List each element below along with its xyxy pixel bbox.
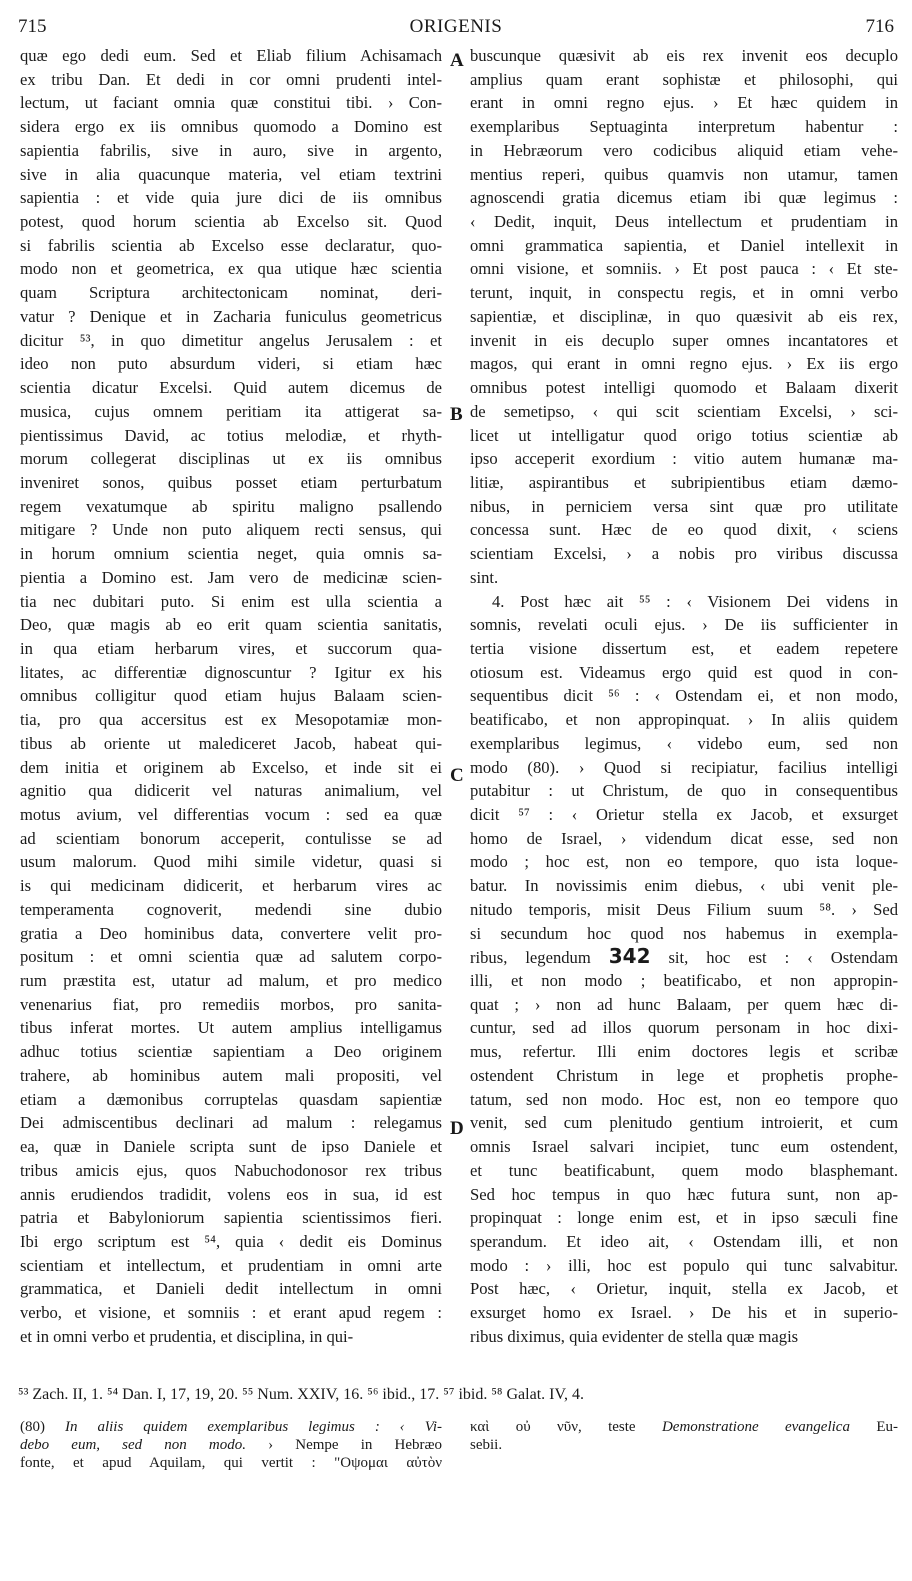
text-line [470,945,898,969]
text-line: buscunque quæsivit ab eis rex invenit eos decuplo [470,46,898,65]
text-line: Dei admiscentibus declinari ad malum : relegamus [20,1113,442,1133]
text-line: ostendent Christum in lege et prophetis prophe- [470,1065,898,1085]
comment-quote: In aliis quidem exemplaribus legimus : ‹ Vi- [64,1419,442,1435]
text-line: quat ; › non ad hunc Balaam, per quem hæc di- [470,994,898,1014]
text-line: et tunc beatificabunt, quem modo blasphemant. [470,1160,898,1180]
text-line: in qua etiam herbarum vires, et succorum qua- [20,638,442,658]
text-line: lectum, ut faciant omnia quæ constitui tibi. › Con- [20,93,442,113]
text-line: usum malorum. Quod mihi simile videtur, quasi si [20,852,442,872]
text-line: ideo non puto absurdum videri, si etiam hæc [20,354,442,374]
text-line: tribus amicis ejus, quos Nabuchodonosor rex tribus [20,1160,442,1180]
text-line: erant in omni regno ejus. › Et hæc quidem in [470,93,898,113]
text-line: omnis Israel salvari incipiet, tunc eum ostendent, [470,1137,898,1157]
page-number-right: 716 [865,16,894,37]
text-line: temperamenta cognoverit, medendi sine dubio [20,899,442,919]
text-line: sapientia fabrilis, sive in auro, sive in argento, [20,140,442,160]
text-line: dicit ⁵⁷ : ‹ Orietur stella ex Jacob, et exsurget [470,805,898,824]
text-line: nibus, in perniciem versa sint quæ pro utilitate [470,496,898,516]
comment-text: › Nempe in Hebræo [246,1437,442,1453]
running-title: ORIGENIS [409,16,503,37]
text-line: scientia dicatur Excelsi. Quid autem dicemus de [20,378,442,398]
text-line: sperandum. Et ideo ait, ‹ Ostendam illi, et non [470,1231,898,1251]
text-line: sequentibus dicit ⁵⁶ : ‹ Ostendam ei, et non modo, [470,686,898,706]
text-line: tibus inferat mortes. Ut autem amplius intelligamus [20,1018,442,1038]
text-line: somnis, revelati oculi ejus. › De iis sufficienter in [470,615,898,635]
text-line: amplius quam erant sophistæ et philosophi, qui [470,69,898,89]
text-line: sive in alia quacunque materia, vel etiam textrini [20,164,442,184]
text-line: musica, cujus omnem peritiam ita attigerat sa- [20,401,442,421]
left-text-column [20,44,442,1349]
margin-letter-c: C [450,765,464,786]
text-line: sint. [470,567,499,587]
text-line: si fabrilis scientia ab Excelso esse declaratur, quo- [20,235,442,255]
text-line: positum : et omni scientia quæ ad salutem corpo- [20,947,442,967]
text-line: vatur ? Denique et in Zacharia funiculus geometricus [20,306,442,326]
text-line: potest, quod horum scientia ab Excelso sit. Quod [20,212,442,232]
text-line: venenarius fiat, pro remediis morbos, pro sanita- [20,994,442,1014]
text-line: licet ut intelligatur quod origo totius scientiæ ab [470,425,898,445]
right-text-column [470,44,898,1349]
text-line: sidera ergo ex iis omnibus quomodo a Domino est [20,117,442,137]
margin-letter-d: D [450,1118,464,1139]
text-line: Deo, quæ magis ab eo erit quam scientia sanitatis, [20,615,442,635]
text-line: etiam a dæmonibus corruptelas quasdam sapientiæ [20,1089,442,1109]
text-line: regem vexatumque ab spiritu maligno psallendo [20,496,442,516]
comment-note-number: (80) [20,1419,65,1435]
text-line: putabitur : ut Christum, de quo in consequentibus [470,781,898,801]
text-line: Post hæc, ‹ Orietur, inquit, stella ex Jacob, et [470,1279,898,1299]
comment-quote-cont: debo eum, sed non modo. [20,1437,246,1453]
text-line: illi, et non modo ; beatificabo, et non appropin- [470,971,898,991]
comment-greek: καὶ οὐ νῦν, teste [470,1419,662,1435]
text-line: tatum, sed non modo. Hoc est, non eo tempore quo [470,1089,898,1109]
text-line: modo ; hoc est, non eo tempore, quo ista loque- [470,852,898,872]
text-line: pientia a Domino est. Jam vero de medicinæ scien- [20,567,442,587]
text-line: agnoscendi gratia dicemus etiam ibi quæ legimus : [470,188,898,208]
text-line: dicitur ⁵³, in quo dimetitur angelus Jerusalem : et [20,330,442,350]
text-line: trahere, ab hominibus autem mali propositi, vel [20,1065,442,1085]
text-line: ipso acceperit exordium : vitio autem humanæ ma- [470,449,898,469]
text-line: gratia a Deo hominibus data, convertere velit pro- [20,923,442,943]
text-line: tibus ab oriente ut malediceret Jacob, habeat qui- [20,733,442,753]
text-line: tia, pro qua accersitus est ex Mesopotamiæ mon- [20,710,442,730]
text-line: modo non et geometrica, ex qua utique hæc scientia [20,259,442,279]
text-line: litates, ac differentiæ dignoscuntur ? Igitur ex his [20,662,442,682]
text-line: otiosum est. Videamus ergo quid est quod in con- [470,662,898,682]
text-line: agnitio qua didicerit vel naturas animalium, vel [20,781,442,801]
text-line: beatificabo, et non appropinquat. › In aliis quidem [470,710,898,730]
text-line: adhuc totius scientiæ sapientiam a Deo originem [20,1042,442,1062]
comment-source-title: Demonstratione evangelica [661,1419,850,1435]
text-line: magos, qui erant in omni regno ejus. › Ex iis ergo [470,354,898,374]
text-line: venit, sed cum plenitudo gentium introierit, et cum [470,1113,898,1133]
text-line: propinquat : longe enim est, et in ipso sæculi fine [470,1208,898,1228]
text-line: patria et Babyloniorum sapientia scientissimos fieri. [20,1208,442,1228]
text-line: grammatica, et Danieli dedit intellectum in omni [20,1279,442,1299]
text-line: mus, refertur. Illi enim doctores legis et scribæ [470,1042,898,1062]
text-line: quæ ego dedi eum. Sed et Eliab filium Achisamach [20,46,442,65]
text-line: terunt, inquit, in conspectu regis, et in omni verbo [470,283,898,303]
text-line: morum collegerat disciplinas ut ex iis omnibus [20,449,442,469]
page-header [18,16,894,40]
text-line: omnibus potest intelligi quomodo et Balaam dixerit [470,378,898,398]
text-line: ad scientiam bonorum acceperit, contulisse se ad [20,828,442,848]
text-line: rum præstita est, utatur ad malum, et pro medico [20,971,442,991]
text-line: sapientia : et vide quia jure dici de iis omnibus [20,188,442,208]
text-line: verbo, et visione, et somniis : et erant apud regem : [20,1303,442,1323]
text-line: scientiam Excelsi, › a nobis pro viribus discussa [470,544,898,564]
text-line: quam Scriptura architectonicam nominat, deri- [20,283,442,303]
text-line: batur. In novissimis enim diebus, ‹ ubi venit ple- [470,876,898,896]
text-line: is qui medicinam didicerit, et herbarum vires ac [20,876,442,896]
text-line: litiæ, aspirantibus et subripientibus etiam dæmo- [470,472,898,492]
text-line: scientiam et intellectum, et prudentiam in omni arte [20,1255,442,1275]
text-line: in horum omnium scientia neget, quia omnis sa- [20,544,442,564]
text-line: et in omni verbo et prudentia, et disciplina, in qui- [20,1326,354,1346]
text-line: in Hebræorum vero codicibus aliquid etiam vehe- [470,140,898,160]
text-line: concessa sunt. Hæc de eo quod dixit, ‹ sciens [470,520,898,540]
text-line: invenit in eis decuplo super omnes incantatores et [470,330,898,350]
text-line: omni grammatica sapientia, et Daniel intellexit in [470,235,898,255]
text-line: homo de Israel, › videndum dicat esse, sed non [470,828,898,848]
text-line: mentius reperi, quibus quamvis non utamur, tamen [470,164,898,184]
text-line: annis erudiendos tradidit, volens eos in sua, id est [20,1184,442,1204]
text-line: omnibus colligitur quod etiam hujus Balaam scien- [20,686,442,706]
text-line: omni visione, et somniis. › Et post pauca : ‹ Et ste- [470,259,898,279]
text-line: ‹ Dedit, inquit, Deus intellectum et prudentiam in [470,212,898,232]
text-line: pientissimus David, ac totius melodiæ, et rhyth- [20,425,442,445]
text-line: ex tribu Dan. Et dedi in cor omni prudenti intel- [20,69,442,89]
text-line: Ibi ergo scriptum est ⁵⁴, quia ‹ dedit eis Dominus [20,1231,442,1251]
text-line-start: ribus, legendum [470,948,609,968]
text-line: dem initia et originem ab Excelso, et inde sit ei [20,757,442,777]
text-line: sapientiæ, et disciplinæ, in quo quæsivit ab eis rex, [470,306,898,326]
text-line: modo (80). › Quod si recipiatur, facilius intelligi [470,757,898,777]
text-line-end: sit, hoc est : ‹ Ostendam [650,948,898,968]
text-line: si secundum hoc quod nos habemus in exempla- [470,923,898,943]
text-line: tertia visione dissertum est, et eadem repetere [470,638,898,658]
text-line: modo : › illi, hoc est populo qui tunc salvabitur. [470,1255,898,1275]
margin-letter-a: A [450,50,464,71]
text-line: exemplaribus legimus, ‹ videbo eum, sed non [470,733,898,753]
text-line: ea, quæ in Daniele scripta sunt de ipso Daniele et [20,1137,442,1157]
text-line: de semetipso, ‹ qui scit scientiam Excelsi, › sci- [470,401,898,421]
text-line: mitigare ? Unde non puto aliquem recti sensus, qui [20,520,442,540]
commentary-right [470,1418,898,1454]
text-line: ribus diximus, quia evidenter de stella quæ magis [470,1326,799,1346]
text-line: Sed hoc tempus in quo hæc futura sunt, non ap- [470,1184,898,1204]
column-number: 342 [608,945,651,969]
page-number-left: 715 [18,16,47,37]
text-line: exsurget homo ex Israel. › De his et in superio- [470,1303,898,1323]
text-line: 4. Post hæc ait ⁵⁵ : ‹ Visionem Dei videns in [492,591,898,611]
text-line: motus avium, vel differentias vocum : sed ea quæ [20,805,442,824]
text-line: tia nec dubitari puto. Si enim est ulla scientia a [20,591,442,611]
comment-text-line: fonte, et apud Aquilam, qui vertit : "Οψομαι αὐτὸν [20,1455,442,1471]
text-line: nitudo temporis, misit Deus Filium suum ⁵⁸. › Sed [470,899,898,919]
text-line: inveniret sonos, quibus posset etiam perturbatum [20,472,442,492]
comment-text-line: sebii. [470,1437,503,1453]
text-line: exemplaribus Septuaginta interpretum habentur : [470,117,898,137]
margin-letter-b: B [450,404,463,425]
comment-text: Eu- [849,1419,898,1435]
commentary-left [20,1418,442,1472]
footnotes: ⁵³ Zach. II, 1. ⁵⁴ Dan. I, 17, 19, 20. ⁵⁵ Num. XXIV, 16. ⁵⁶ ibid., 17. ⁵⁷ ibid. ⁵⁸ Galat. IV, 4. [18,1386,584,1403]
text-line: cuntur, sed ad illos quorum personam in hoc dixi- [470,1018,898,1038]
